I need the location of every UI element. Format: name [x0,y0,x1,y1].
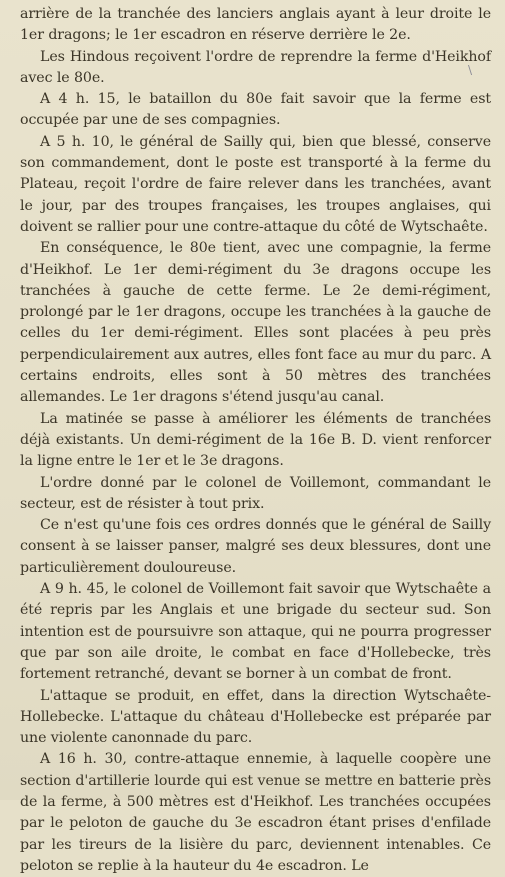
paragraph: A 5 h. 10, le général de Sailly qui, bien que blessé, conserve son commandement, dont le poste est transporté à la ferme du Plateau, reçoit l'ordre de faire relever dans les tranchées, avant le jour, par des troupes françaises, les troupes anglaises, qui doivent se rallier pour une contre-attaque du côté de Wytschaête. [20,133,491,235]
paragraph: A 4 h. 15, le bataillon du 80e fait savoir que la ferme est occupée par une de ses compagnies. [20,91,491,129]
paragraph: Les Hindous reçoivent l'ordre de reprendre la ferme d'Heikhof avec le 80e. [20,48,491,86]
document-body [20,4,491,877]
paragraph: arrière de la tranchée des lanciers anglais ayant à leur droite le 1er dragons; le 1er escadron en réserve derrière le 2e. [20,6,491,44]
paragraph: Ce n'est qu'une fois ces ordres donnés que le général de Sailly consent à se laisser panser, malgré ses deux blessures, dont une particulièrement douloureuse. [20,517,491,576]
pencil-mark: \ [468,63,473,77]
paragraph: A 16 h. 30, contre-attaque ennemie, à laquelle coopère une section d'artillerie lourde qui est venue se mettre en batterie près de la ferme, à 500 mètres est d'Heikhof. Les tranchées occupées par le peloton de gauche du 3e escadron étant prises d'enfilade par les tireurs de la lisière du parc, deviennent intenables. Ce peloton se replie à la hauteur du 4e escadron. Le [20,751,491,874]
paragraph: A 9 h. 45, le colonel de Voillemont fait savoir que Wytschaête a été repris par les Anglais et une brigade du secteur sud. Son intention est de poursuivre son attaque, qui ne pourra progresser que par son aile droite, le combat en face d'Hollebecke, très fortement retranché, devant se borner à un combat de front. [20,581,491,683]
paragraph: La matinée se passe à améliorer les éléments de tranchées déjà existants. Un demi-régiment de la 16e B. D. vient renforcer la ligne entre le 1er et le 3e dragons. [20,410,491,470]
paragraph: L'ordre donné par le colonel de Voillemont, commandant le secteur, est de résister à tout prix. [20,474,491,512]
paragraph: L'attaque se produit, en effet, dans la direction Wytschaête-Hollebecke. L'attaque du château d'Hollebecke est préparée par une violente canonnade du parc. [20,687,491,747]
paragraph: En conséquence, le 80e tient, avec une compagnie, la ferme d'Heikhof. Le 1er demi-régiment du 3e dragons occupe les tranchées à gauche de cette ferme. Le 2e demi-régiment, prolongé par le 1er dragons, occupe les tranchées à la gauche de celles du 1er demi-régiment. Elles sont placées à peu près perpendiculairement aux autres, elles font face au mur du parc. A certains endroits, elles sont à 50 mètres des tranchées allemandes. Le 1er dragons s'étend jusqu'au canal. [20,240,491,406]
